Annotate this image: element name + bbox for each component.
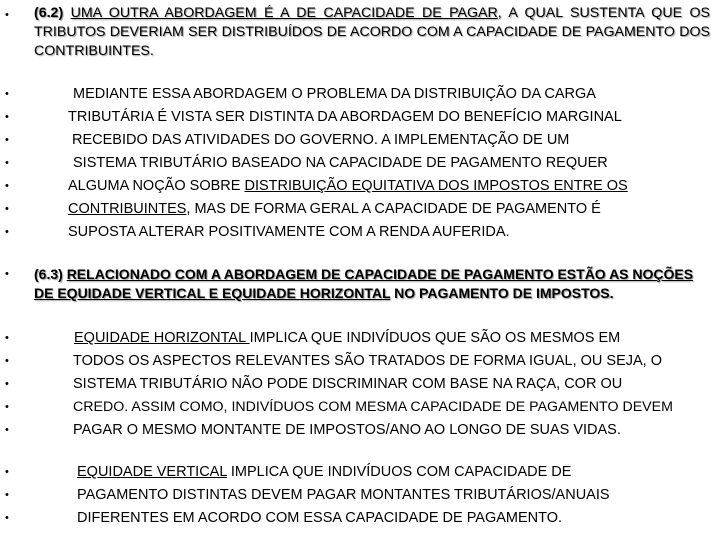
bullet-marker: • xyxy=(5,157,9,169)
bullet-marker: • xyxy=(5,180,9,192)
bullet-marker: • xyxy=(5,424,9,436)
text-segment: ALGUMA NOÇÃO SOBRE xyxy=(68,178,245,194)
section-number: (6.3) xyxy=(34,266,63,282)
text-segment: NO PAGAMENTO DE IMPOSTOS. xyxy=(390,285,614,301)
bullet-marker: • xyxy=(5,378,9,390)
text-line: SISTEMA TRIBUTÁRIO BASEADO NA CAPACIDADE DE PAGAMENTO REQUER xyxy=(73,155,608,171)
text-line xyxy=(68,199,601,219)
text-line: PAGAMENTO DISTINTAS DEVEM PAGAR MONTANTES TRIBUTÁRIOS/ANUAIS xyxy=(77,487,610,503)
underlined-phrase: CONTRIBUINTES xyxy=(68,201,187,217)
text-segment: , MAS DE FORMA GERAL A CAPACIDADE DE PAGAMENTO É xyxy=(186,201,601,217)
bullet-marker: • xyxy=(5,489,9,501)
underlined-phrase: EQUIDADE VERTICAL xyxy=(77,464,227,480)
text-line: SISTEMA TRIBUTÁRIO NÃO PODE DISCRIMINAR COM BASE NA RAÇA, COR OU xyxy=(73,376,623,392)
text-segment: IMPLICA QUE INDIVÍDUOS COM CAPACIDADE DE xyxy=(226,464,572,480)
text-line xyxy=(77,462,571,482)
underlined-phrase: UMA OUTRA ABORDAGEM É A DE CAPACIDADE DE PAGAR xyxy=(70,5,498,21)
bullet-marker: • xyxy=(5,9,9,21)
text-line: MEDIANTE ESSA ABORDAGEM O PROBLEMA DA DISTRIBUIÇÃO DA CARGA xyxy=(73,86,596,102)
bullet-marker: • xyxy=(5,88,9,100)
text-line: TRIBUTÁRIA É VISTA SER DISTINTA DA ABORDAGEM DO BENEFÍCIO MARGINAL xyxy=(68,109,622,125)
paragraph-text: , A QUAL SUSTENTA QUE OS TRIBUTOS DEVERIAM SER DISTRIBUÍDOS DE ACORDO COM A CAPACIDADE DE PAGAMENTO DOS CONTRIBUINTES. xyxy=(34,5,710,59)
bullet-marker: • xyxy=(5,226,9,238)
bullet-marker: • xyxy=(5,466,9,478)
bullet-marker: • xyxy=(5,268,9,280)
text-line: RECEBIDO DAS ATIVIDADES DO GOVERNO. A IMPLEMENTAÇÃO DE UM xyxy=(72,132,570,148)
bullet-marker: • xyxy=(5,355,9,367)
bullet-marker: • xyxy=(5,401,9,413)
text-line: PAGAR O MESMO MONTANTE DE IMPOSTOS/ANO AO LONGO DE SUAS VIDAS. xyxy=(73,422,621,438)
text-line: SUPOSTA ALTERAR POSITIVAMENTE COM A RENDA AUFERIDA. xyxy=(68,224,510,240)
bullet-marker: • xyxy=(5,134,9,146)
underlined-phrase: DE EQUIDADE VERTICAL E EQUIDADE HORIZONTAL xyxy=(34,285,391,301)
underlined-phrase: EQUIDADE HORIZONTAL xyxy=(74,330,250,346)
section-number: (6.2) xyxy=(34,5,64,21)
paragraph-6-2 xyxy=(34,4,710,61)
text-line xyxy=(68,176,628,196)
underlined-phrase: RELACIONADO COM A ABORDAGEM DE CAPACIDADE DE PAGAMENTO ESTÃO AS NOÇÕES xyxy=(66,266,694,282)
bullet-marker: • xyxy=(5,512,9,524)
underlined-phrase: DISTRIBUIÇÃO EQUITATIVA DOS IMPOSTOS ENTRE OS xyxy=(244,178,628,194)
text-line xyxy=(34,264,693,284)
bullet-marker: • xyxy=(5,111,9,123)
text-line: TODOS OS ASPECTOS RELEVANTES SÃO TRATADOS DE FORMA IGUAL, OU SEJA, O xyxy=(73,353,662,369)
text-line xyxy=(74,328,620,348)
text-segment: IMPLICA QUE INDIVÍDUOS QUE SÃO OS MESMOS EM xyxy=(249,330,621,346)
text-line: CREDO. ASSIM COMO, INDIVÍDUOS COM MESMA CAPACIDADE DE PAGAMENTO DEVEM xyxy=(73,399,673,415)
text-line xyxy=(34,283,614,303)
bullet-marker: • xyxy=(5,203,9,215)
bullet-marker: • xyxy=(5,332,9,344)
text-line: DIFERENTES EM ACORDO COM ESSA CAPACIDADE DE PAGAMENTO. xyxy=(77,510,563,526)
